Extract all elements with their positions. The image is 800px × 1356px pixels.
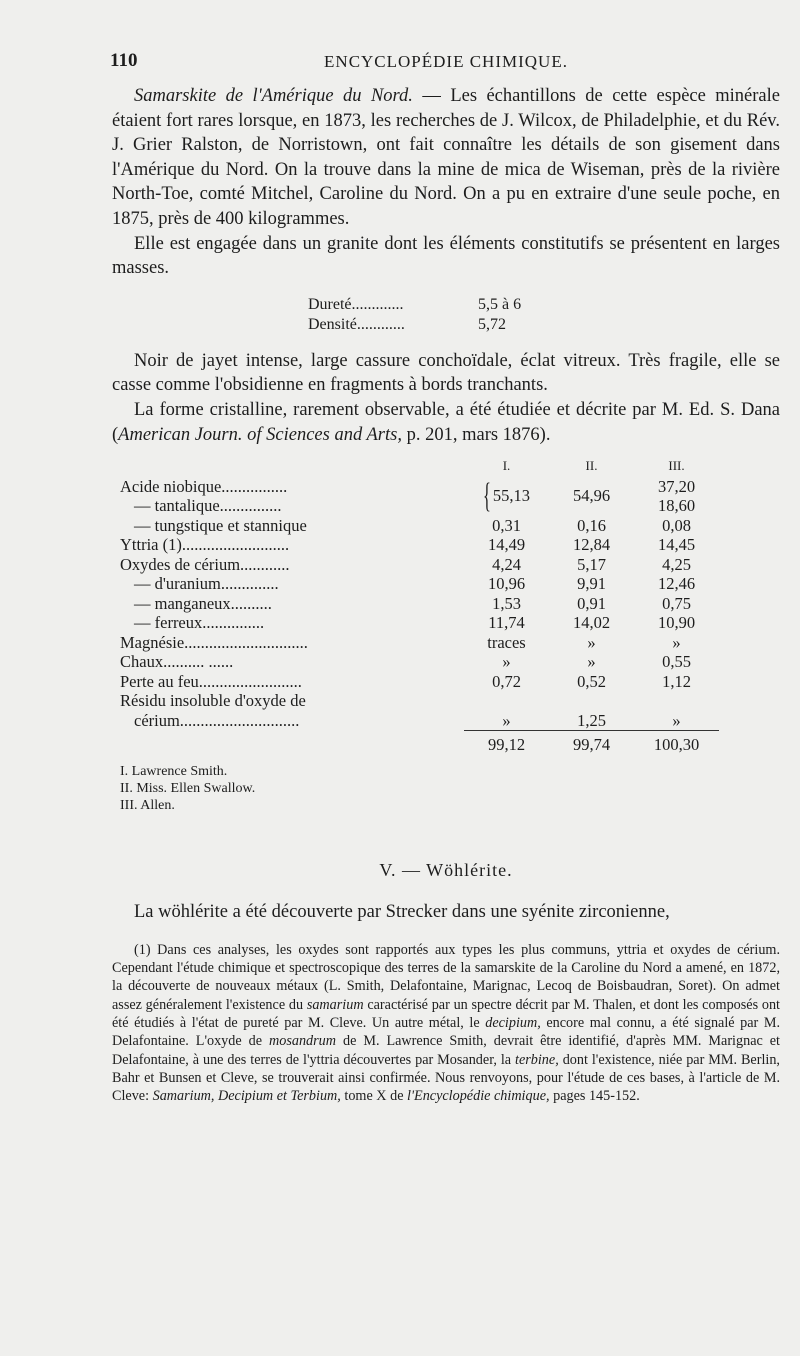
row-label: — d'uranium..............	[134, 574, 279, 594]
cell-value: 0,72	[492, 671, 521, 691]
cell-value: »	[672, 710, 681, 730]
row-label: Chaux.......... ......	[120, 652, 234, 672]
cell-value: 0,52	[577, 671, 606, 691]
page-number: 110	[110, 50, 138, 71]
table-row	[120, 477, 719, 497]
row-label: Oxydes de cérium............	[120, 554, 290, 574]
cell-value: »	[587, 632, 596, 652]
properties-list	[308, 295, 780, 335]
cell-value: 14,49	[487, 535, 526, 555]
brace-glyph: {	[482, 475, 491, 516]
section-heading-italic: Samarskite de l'Amérique du Nord.	[134, 86, 413, 106]
row-label: Magnésie..............................	[120, 632, 308, 652]
analyst-note: I. Lawrence Smith.	[120, 763, 228, 779]
cell-value: 12,84	[572, 535, 611, 555]
paragraph-granite: Elle est engagée dans un granite dont les éléments constitutifs se présentent en larges masses.	[112, 233, 780, 279]
brace-cell	[464, 477, 549, 516]
cell-value: 0,16	[577, 515, 606, 535]
cell-value: 0,91	[577, 593, 606, 613]
analysts-list	[120, 763, 780, 814]
cell-value: 9,91	[577, 574, 606, 594]
cell-value: 37,20	[657, 476, 696, 496]
journal-reference: American Journ. of Sciences and Arts,	[118, 424, 402, 445]
cell-value: 0,55	[662, 652, 691, 672]
cell-value: 54,96	[572, 486, 611, 506]
footnote-italic: mosandrum	[269, 1033, 337, 1050]
analyst-note: II. Miss. Ellen Swallow.	[120, 780, 256, 796]
row-label: — tantalique...............	[134, 496, 282, 516]
cell-value	[634, 691, 719, 711]
row-label: Yttria (1)..........................	[120, 535, 290, 555]
table-row	[120, 613, 719, 633]
cell-value: »	[502, 652, 511, 672]
table-row	[120, 711, 719, 731]
row-label: — ferreux...............	[134, 613, 265, 633]
analysis-table	[120, 455, 719, 755]
cell-value: 0,08	[662, 515, 691, 535]
footnote-reference: l'Encyclopédie chimique,	[407, 1088, 550, 1105]
footnote-italic: samarium	[306, 996, 364, 1013]
running-title: ENCYCLOPÉDIE CHIMIQUE.	[324, 52, 568, 71]
property-value: 5,5 à 6	[478, 295, 522, 313]
cell-value: 18,60	[657, 496, 696, 516]
total-value: 99,12	[464, 731, 549, 755]
total-value: 99,74	[549, 731, 634, 755]
cell-value: 1,12	[662, 671, 691, 691]
cell-value: 14,02	[572, 613, 611, 633]
cell-value: »	[587, 652, 596, 672]
paragraph-samarskite	[112, 84, 780, 232]
property-value: 5,72	[478, 315, 506, 333]
table-row	[120, 594, 719, 614]
table-row	[120, 555, 719, 575]
table-row	[120, 672, 719, 692]
footnote	[112, 941, 780, 1106]
paragraph-crystal-form	[112, 398, 780, 447]
cell-value: 4,24	[492, 554, 521, 574]
column-header: II.	[585, 458, 598, 474]
cell-value: 5,17	[577, 554, 606, 574]
paragraph-text: — Les échantillons de cette espèce minérale étaient fort rares lorsque, en 1873, les recherches de J. Wilcox, de Philadelphie, et du Rév. J. Grier Ralston, de Norristown, ont fait connaître les détails de son gisement dans l'Amérique du Nord. On la trouve dans la mine de mica de Wiseman, près de la rivière North-Toe, comté Mitchel, Caroline du Nord. On a pu en extraire d'une seule poche, en 1875, près de 400 kilogrammes.	[112, 86, 780, 229]
footnote-reference: Samarium, Decipium et Terbium,	[152, 1088, 341, 1105]
table-row	[120, 633, 719, 653]
property-row	[308, 315, 780, 335]
text: La forme cristalline, rarement observable, a été étudiée et décrite par M. Ed. S. Dana (	[112, 399, 780, 445]
analyst-note: III. Allen.	[120, 797, 175, 813]
column-header: I.	[502, 458, 511, 474]
table-row	[120, 516, 719, 536]
column-header: III.	[668, 458, 685, 474]
cell-value: 10,90	[657, 613, 696, 633]
row-label: Résidu insoluble d'oxyde de	[120, 691, 306, 711]
page-body	[112, 84, 780, 1105]
cell-value: 11,74	[488, 613, 525, 633]
footnote-text: (1) Dans ces analyses, les oxydes sont rapportés aux types les plus communs, yttria et oxydes de cérium. Cependant l'étude chimique et spectroscopique des terres de la samarskite de la Caroline du Nord a amené, en 1872, la découverte de nouveaux métaux (L. Smith, Delafontaine, Marignac, Lecoq de Boisbaudran, Soret). On admet assez généralement l'existence du	[112, 941, 780, 1013]
table-row	[120, 574, 719, 594]
cell-value	[549, 691, 634, 711]
cell-value: traces	[487, 632, 526, 652]
cell-value	[464, 691, 549, 711]
cell-value: »	[502, 710, 511, 730]
row-label: Perte au feu.........................	[120, 671, 302, 691]
paragraph-wohlerite: La wöhlérite a été découverte par Strecker dans une syénite zirconienne,	[134, 902, 670, 923]
footnote-italic: terbine,	[515, 1051, 559, 1068]
footnote-text: de M. Lawrence Smith, devrait être identifié, d'après MM. Marignac et Delafontaine, à une des terres de l'yttria découvertes par Mosander, la	[112, 1033, 780, 1068]
total-value: 100,30	[634, 731, 719, 755]
cell-value: 14,45	[657, 535, 696, 555]
cell-value: 4,25	[662, 554, 691, 574]
property-label: Dureté.............	[308, 295, 404, 313]
row-label: — manganeux..........	[134, 593, 272, 613]
cell-value: 12,46	[657, 574, 696, 594]
page-header	[110, 50, 782, 76]
cell-value: 1,25	[577, 710, 606, 730]
column-header-row	[120, 455, 719, 477]
table-row	[120, 691, 719, 711]
cell-value: 10,96	[487, 574, 526, 594]
footnote-text: pages 145-152.	[549, 1088, 640, 1105]
row-label: — tungstique et stannique	[134, 515, 307, 535]
section-title: V. — Wöhlérite.	[379, 859, 513, 880]
totals-row	[120, 731, 719, 755]
footnote-text: caractérisé par un spectre décrit par M. Thalen, et dont les composés ont été étudiés à l'état de pureté par M. Cleve. Un autre métal, le	[112, 996, 780, 1031]
cell-value: 0,75	[662, 593, 691, 613]
footnote-text: encore mal connu, a été signalé par M. Delafontaine. L'oxyde de	[112, 1015, 780, 1050]
cell-value: 1,53	[492, 593, 521, 613]
property-row	[308, 295, 780, 315]
row-label: Acide niobique................	[120, 476, 288, 496]
cell-value: 55,13	[492, 486, 531, 506]
cell-value: »	[672, 632, 681, 652]
row-label: cérium.............................	[134, 710, 300, 730]
paragraph-description: Noir de jayet intense, large cassure conchoïdale, éclat vitreux. Très fragile, elle se casse comme l'obsidienne en fragments à bords tranchants.	[112, 350, 780, 396]
footnote-text: tome X de	[340, 1088, 408, 1105]
property-label: Densité............	[308, 315, 405, 333]
text: p. 201, mars 1876).	[401, 424, 551, 445]
footnote-text: dont l'existence, niée par MM. Berlin, Bahr et Bunsen et Cleve, se trouverait ainsi confirmée. Nous renvoyons, pour l'étude de ces bases, à l'article de M. Cleve:	[112, 1051, 780, 1105]
table-row	[120, 652, 719, 672]
cell-value: 0,31	[492, 515, 521, 535]
footnote-italic: decipium,	[485, 1015, 541, 1031]
table-row	[120, 535, 719, 555]
